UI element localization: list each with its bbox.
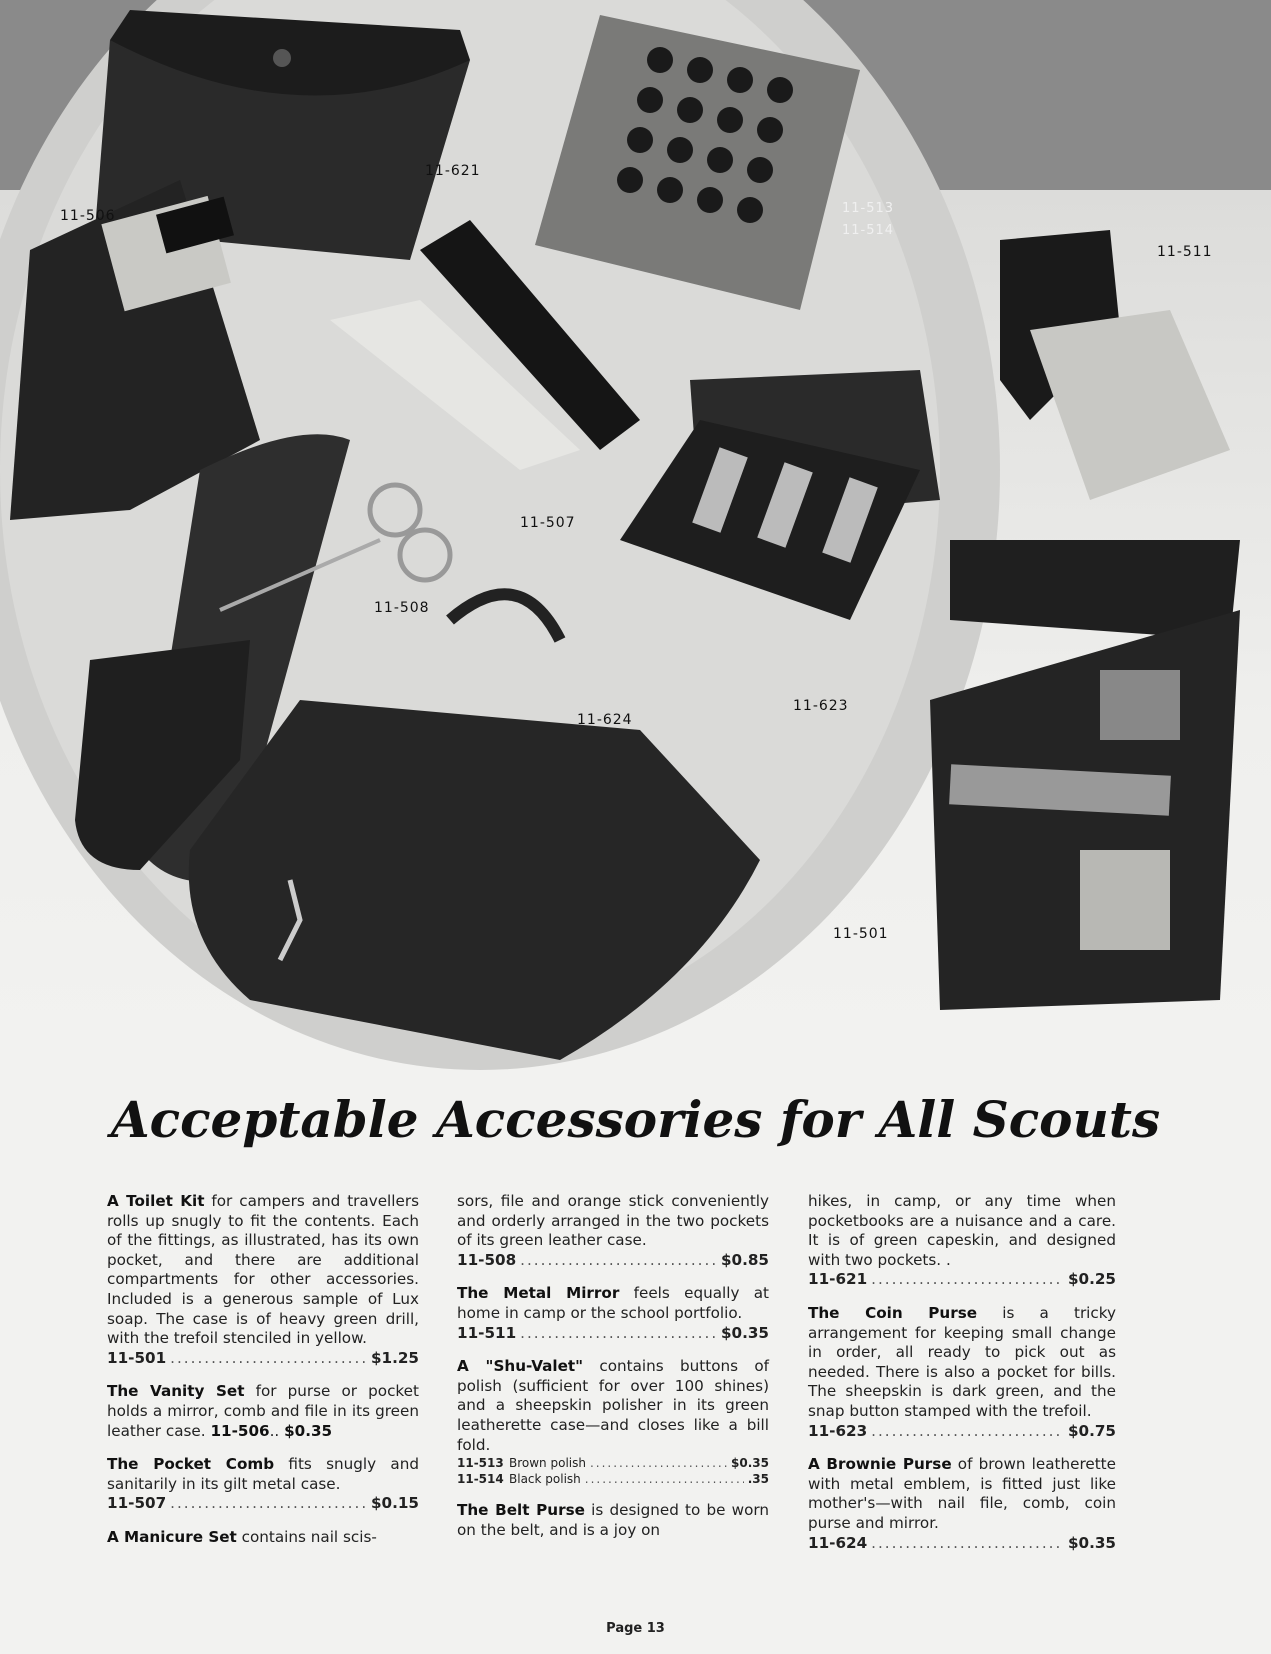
brownie-purse-lead: A Brownie Purse bbox=[808, 1455, 952, 1474]
shu-valet-paragraph bbox=[457, 1357, 769, 1487]
price: $0.35 bbox=[1067, 1533, 1116, 1552]
price-line-11-514 bbox=[457, 1471, 769, 1487]
toilet-kit-lead: A Toilet Kit bbox=[107, 1192, 205, 1210]
label-11-623: 11-623 bbox=[793, 698, 849, 714]
toilet-kit-body: for campers and travellers rolls up snugly to fit the contents. Each of the fittings, as illustrated, has its own pocket, and there are additional compartments for other accessories. Included is a generous sample of Lux soap. The case is of heavy green drill, with the trefoil stenciled in yellow. bbox=[107, 1192, 420, 1348]
price-line-11-508 bbox=[457, 1251, 769, 1271]
shu-valet-lead: A "Shu-Valet" bbox=[457, 1357, 584, 1376]
sku: 11-508 bbox=[457, 1250, 517, 1269]
belt-cont-paragraph bbox=[808, 1192, 1116, 1290]
manicure-set-body: contains nail scis- bbox=[236, 1527, 377, 1546]
label-11-508: 11-508 bbox=[374, 600, 430, 616]
text-column-3 bbox=[808, 1192, 1116, 1567]
price-line-11-621 bbox=[808, 1270, 1116, 1290]
metal-mirror-lead: The Metal Mirror bbox=[457, 1284, 620, 1303]
sku: 11-624 bbox=[808, 1533, 868, 1552]
metal-mirror-paragraph bbox=[457, 1284, 769, 1343]
manicure-set-lead: A Manicure Set bbox=[107, 1527, 237, 1546]
variant: Brown polish bbox=[509, 1456, 586, 1471]
brownie-purse-paragraph bbox=[808, 1455, 1116, 1553]
price: $0.15 bbox=[370, 1494, 419, 1513]
manicure-set-paragraph bbox=[107, 1528, 419, 1548]
label-11-624: 11-624 bbox=[577, 712, 633, 728]
belt-cont-body: hikes, in camp, or any time when pocketbooks are a nuisance and a care. It is of green capeskin, and designed with two pockets. . bbox=[808, 1192, 1116, 1269]
pocket-comb-body: fits snugly and sanitarily in its gilt metal case. bbox=[107, 1455, 419, 1493]
label-11-506: 11-506 bbox=[60, 208, 116, 224]
vanity-set-lead: The Vanity Set bbox=[107, 1382, 245, 1401]
sku: 11-506 bbox=[210, 1421, 270, 1440]
price: $0.25 bbox=[1067, 1270, 1116, 1289]
price-line-11-511 bbox=[457, 1324, 769, 1344]
label-11-511: 11-511 bbox=[1157, 244, 1213, 260]
manicure-cont-body: sors, file and orange stick conveniently and orderly arranged in the two pockets of its green leather case. bbox=[457, 1192, 769, 1250]
sku: 11-623 bbox=[808, 1421, 868, 1440]
price-line-11-623 bbox=[808, 1422, 1116, 1442]
belt-purse-lead: The Belt Purse bbox=[457, 1501, 585, 1520]
coin-purse-paragraph bbox=[808, 1304, 1116, 1441]
text-column-2 bbox=[457, 1192, 769, 1554]
label-11-507: 11-507 bbox=[520, 515, 576, 531]
page-number: Page 13 bbox=[606, 1621, 665, 1636]
variant: Black polish bbox=[509, 1472, 581, 1487]
pocket-comb-paragraph bbox=[107, 1455, 419, 1514]
label-11-501: 11-501 bbox=[833, 926, 889, 942]
shu-valet-body: contains buttons of polish (sufficient for over 100 shines) and a sheepskin polisher in its green leatherette case—and closes like a bill fold. bbox=[457, 1357, 769, 1454]
sku: 11-511 bbox=[457, 1323, 517, 1342]
vanity-set-body: for purse or pocket holds a mirror, comb and file in its green leather case. bbox=[107, 1382, 419, 1440]
label-11-621: 11-621 bbox=[425, 163, 481, 179]
label-11-514: 11-514 bbox=[842, 223, 895, 238]
sku: 11-501 bbox=[107, 1348, 167, 1367]
pocket-comb-lead: The Pocket Comb bbox=[107, 1455, 275, 1474]
price: .35 bbox=[747, 1472, 769, 1487]
manicure-cont-paragraph bbox=[457, 1192, 769, 1270]
price: $0.35 bbox=[284, 1421, 333, 1440]
belt-purse-body: is designed to be worn on the belt, and is a joy on bbox=[457, 1501, 769, 1539]
toilet-kit-paragraph bbox=[107, 1192, 419, 1368]
sku: 11-513 bbox=[457, 1456, 504, 1471]
page-title: Acceptable Accessories for All Scouts bbox=[110, 1090, 1161, 1149]
price-line-11-501 bbox=[107, 1349, 419, 1369]
text-column-1 bbox=[107, 1192, 419, 1562]
price-line-11-507 bbox=[107, 1494, 419, 1514]
leader-dots: .. bbox=[269, 1421, 280, 1440]
vanity-set-paragraph bbox=[107, 1382, 419, 1441]
price: $0.35 bbox=[731, 1456, 769, 1471]
sku: 11-514 bbox=[457, 1472, 504, 1487]
price: $1.25 bbox=[370, 1348, 419, 1367]
price: $0.75 bbox=[1067, 1421, 1116, 1440]
toilet-kit-image bbox=[930, 540, 1240, 1010]
sku: 11-507 bbox=[107, 1494, 167, 1513]
sku: 11-621 bbox=[808, 1270, 868, 1289]
price: $0.35 bbox=[720, 1323, 769, 1342]
coin-purse-lead: The Coin Purse bbox=[808, 1303, 978, 1322]
price: $0.85 bbox=[720, 1250, 769, 1269]
price-line-11-624 bbox=[808, 1534, 1116, 1554]
brownie-purse-body: of brown leatherette with metal emblem, is fitted just like mother's—with nail file, comb, coin purse and mirror. bbox=[808, 1455, 1116, 1532]
metal-mirror-body: feels equally at home in camp or the school portfolio. bbox=[457, 1284, 769, 1322]
coin-purse-body: is a tricky arrangement for keeping small change in order, all ready to pick out as needed. There is also a pocket for bills. The sheepskin is dark green, and the snap button stamped with the trefoil. bbox=[808, 1303, 1116, 1420]
belt-purse-paragraph bbox=[457, 1501, 769, 1540]
metal-mirror-image bbox=[1000, 230, 1230, 500]
label-11-513: 11-513 bbox=[842, 201, 895, 216]
price-line-11-513 bbox=[457, 1455, 769, 1471]
